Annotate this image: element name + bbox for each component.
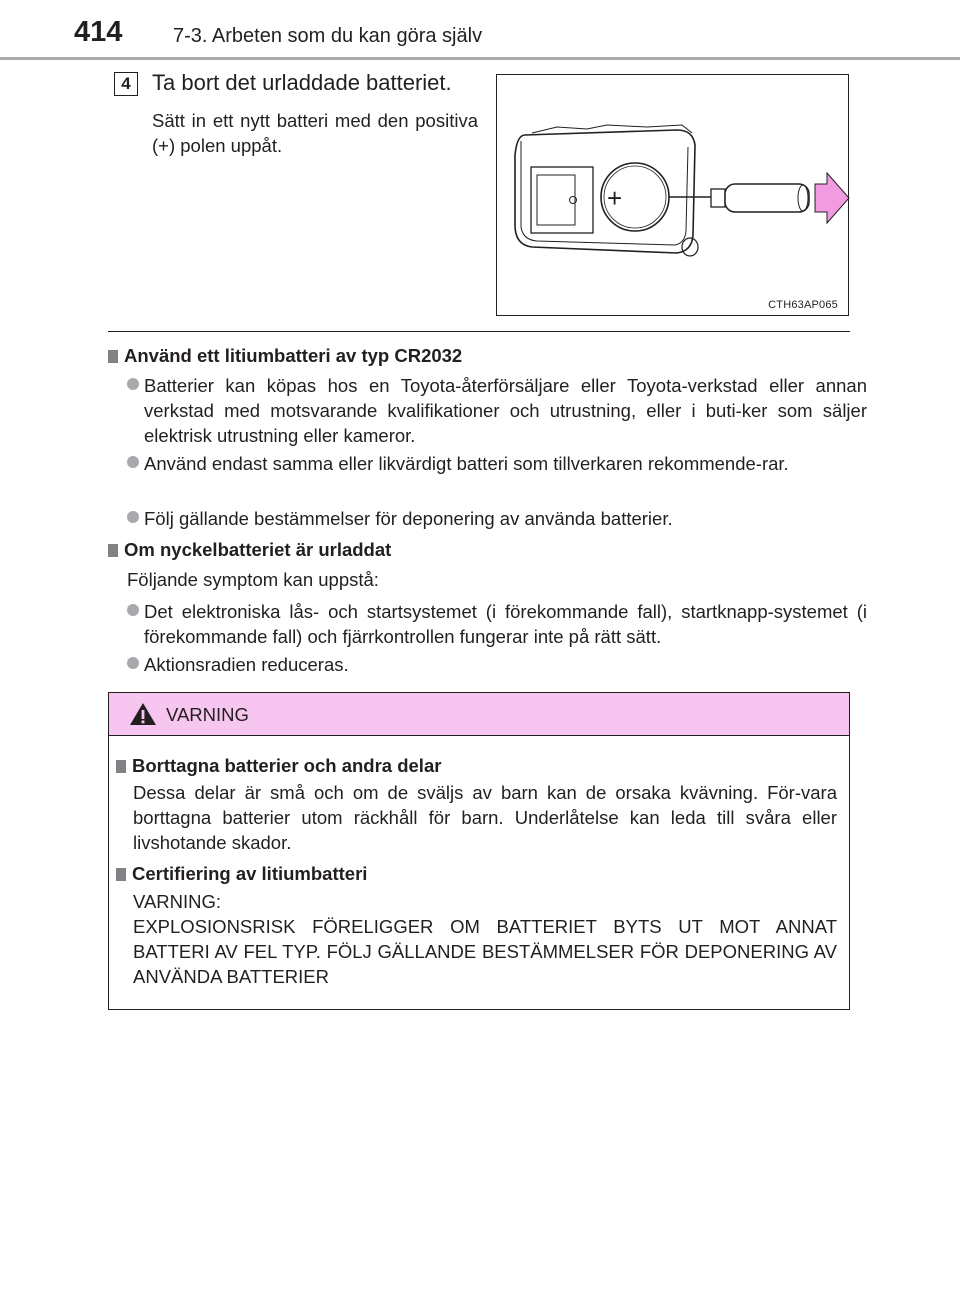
circle-bullet-icon <box>127 511 139 523</box>
step-title: Ta bort det urladdade batteriet. <box>152 70 452 95</box>
warning-header <box>109 693 849 736</box>
page-number: 414 <box>74 16 123 48</box>
circle-bullet-icon <box>127 378 139 390</box>
section-divider <box>108 331 850 332</box>
warning-triangle-icon <box>129 702 157 726</box>
circle-bullet-icon <box>127 657 139 669</box>
list-item: Aktionsradien reduceras. <box>127 652 867 677</box>
figure-code: CTH63AP065 <box>768 299 838 311</box>
square-bullet-icon <box>116 868 126 881</box>
step-text: Sätt in ett nytt batteri med den positiva (+) polen uppåt. <box>152 110 478 156</box>
direction-arrow-icon <box>815 173 849 223</box>
header-divider <box>0 57 960 60</box>
note-heading-battery-type: Använd ett litiumbatteri av typ CR2032 <box>108 345 462 367</box>
list-item: Använd endast samma eller likvärdigt batteri som tillverkaren rekommende-rar. <box>127 451 867 476</box>
warning-heading-certification: Certifiering av litiumbatteri <box>116 861 367 886</box>
square-bullet-icon <box>108 350 118 363</box>
warning-label: VARNING: <box>133 891 222 912</box>
list-item: Följ gällande bestämmelser för deponering av använda batterier. <box>127 506 867 531</box>
square-bullet-icon <box>108 544 118 557</box>
section-title: 7-3. Arbeten som du kan göra själv <box>173 25 483 47</box>
circle-bullet-icon <box>127 456 139 468</box>
list-item: Batterier kan köpas hos en Toyota-återförsäljare eller Toyota-verkstad eller annan verkstad med motsvarande kvalifikationer och utrustning, eller i buti-ker som säljer elektrisk utrustning eller kameror. <box>127 373 867 448</box>
screwdriver-ferrule <box>711 189 725 207</box>
warning-heading-removed-batteries: Borttagna batterier och andra delar <box>116 753 441 778</box>
warning-text-removed-batteries: Dessa delar är små och om de sväljs av barn kan de orsaka kvävning. För-vara borttagna batterier utom räckhåll för barn. Underlåtelse kan leda till svåra eller livshotande skador. <box>133 782 837 853</box>
warning-box <box>108 692 850 1010</box>
circle-bullet-icon <box>127 604 139 616</box>
key-fob-illustration <box>497 75 850 317</box>
key-fob-knob <box>682 238 698 256</box>
circuit-compartment <box>531 167 593 233</box>
list-item: Det elektroniska lås- och startsystemet (i förekommande fall), startknapp-systemet (i förekommande fall) och fjärrkontrollen fungerar inte på rätt sätt. <box>127 599 867 649</box>
note-intro: Följande symptom kan uppstå: <box>127 569 379 590</box>
plus-pole-symbol: + <box>607 183 623 213</box>
warning-text-certification: EXPLOSIONSRISK FÖRELIGGER OM BATTERIET BYTS UT MOT ANNAT BATTERI AV FEL TYP. FÖLJ GÄLLANDE BESTÄMMELSER FÖR DEPONERING AV ANVÄNDA BATTERIER <box>133 916 837 987</box>
battery-replacement-figure <box>496 74 849 316</box>
screwdriver-handle <box>725 184 809 212</box>
note-heading-key-battery: Om nyckelbatteriet är urladdat <box>108 539 391 561</box>
warning-title: VARNING <box>166 704 249 725</box>
step-number-badge: 4 <box>114 72 138 96</box>
square-bullet-icon <box>116 760 126 773</box>
